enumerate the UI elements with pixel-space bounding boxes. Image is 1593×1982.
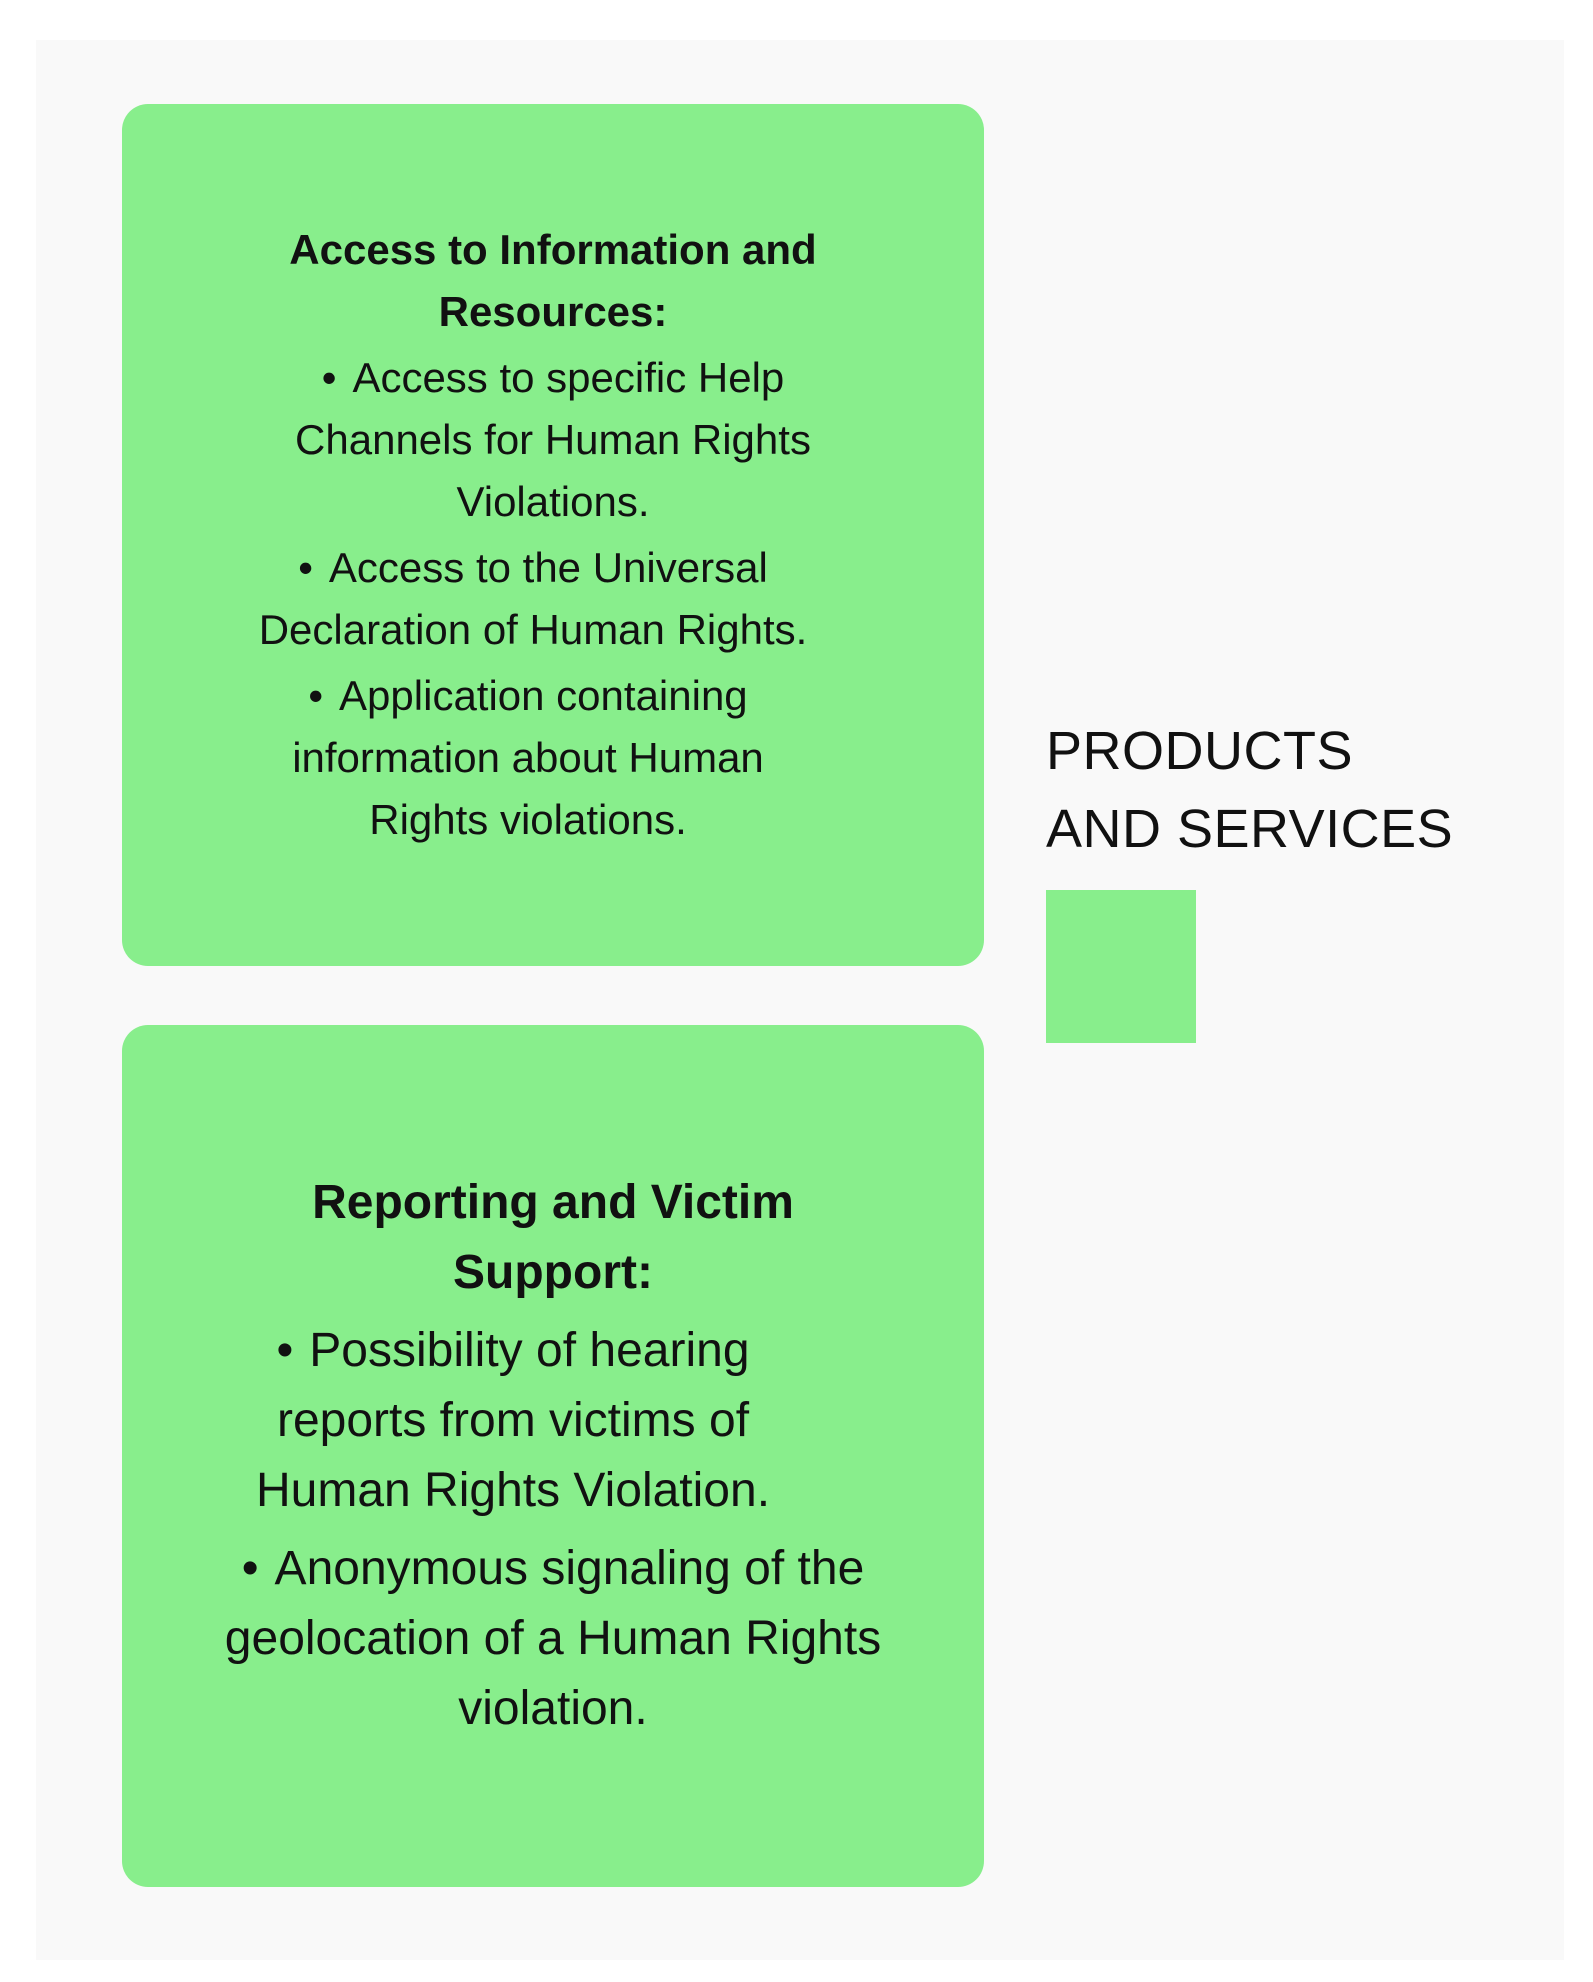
bullet-list xyxy=(213,1308,893,1744)
bullet-item: • Access to the Universal Declaration of Human Rights. xyxy=(248,537,818,661)
bullet-item: • Possibility of hearing reports from victims of Human Rights Violation. xyxy=(213,1316,813,1526)
card-reporting-support xyxy=(122,1025,984,1887)
bullet-list xyxy=(248,343,858,851)
diagram-canvas xyxy=(36,40,1564,1960)
legend-color-swatch xyxy=(1046,890,1196,1043)
section-title-line-1: PRODUCTS xyxy=(1046,721,1354,781)
section-title xyxy=(1046,712,1486,868)
bullet-item: • Application containing information about Human Rights violations. xyxy=(248,665,808,851)
section-title-line-2: AND SERVICES xyxy=(1046,799,1454,859)
card-title: Reporting and Victim Support: xyxy=(312,1176,794,1299)
card-title: Access to Information and Resources: xyxy=(289,226,817,335)
bullet-item: • Access to specific Help Channels for Human Rights Violations. xyxy=(248,347,858,533)
card-information-resources xyxy=(122,104,984,966)
bullet-item: • Anonymous signaling of the geolocation of a Human Rights violation. xyxy=(213,1534,893,1744)
